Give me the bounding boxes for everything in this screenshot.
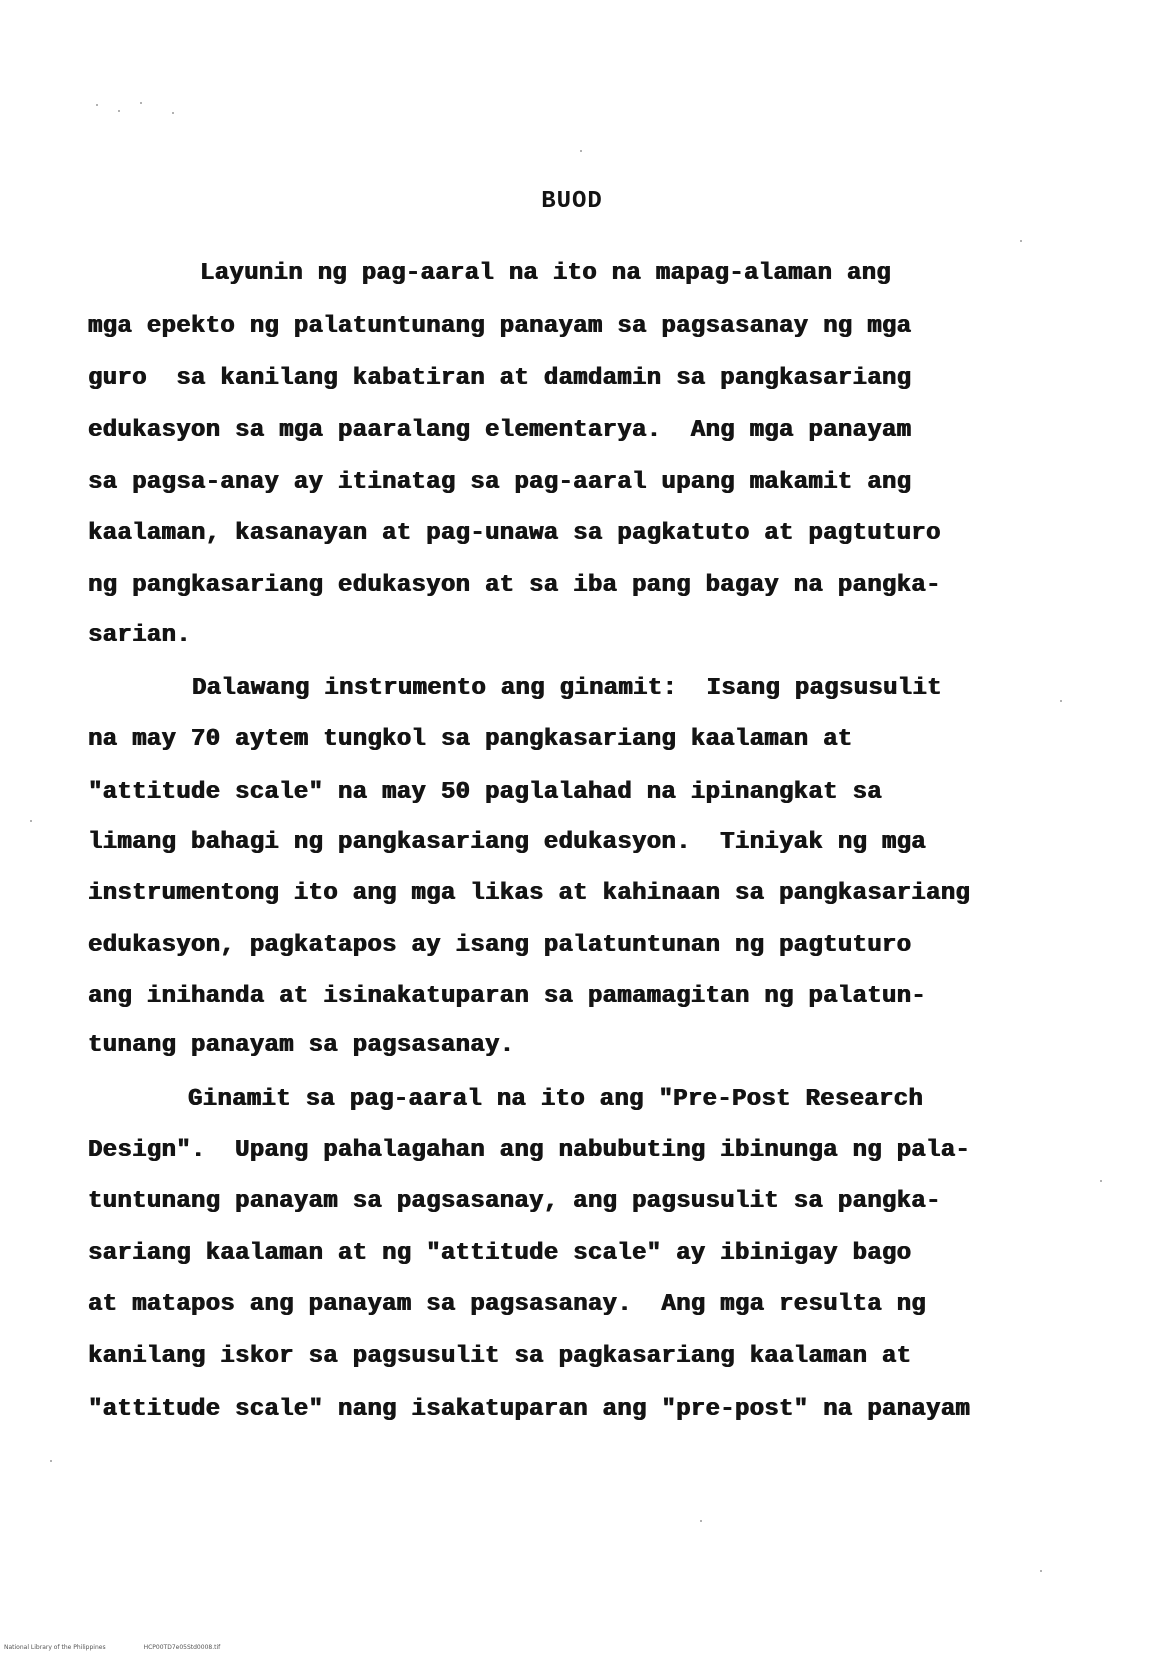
scan-speck — [30, 820, 32, 822]
scan-speck — [1040, 1570, 1042, 1572]
scan-speck — [140, 102, 142, 104]
text-line: Ginamit sa pag-aaral na ito ang "Pre-Post Research — [188, 1086, 924, 1113]
text-line: sarian. — [88, 622, 191, 649]
scan-footer — [4, 1644, 258, 1651]
text-line: sa pagsa-anay ay itinatag sa pag-aaral upang makamit ang — [88, 469, 912, 496]
text-line: Layunin ng pag-aaral na ito na mapag-alaman ang — [200, 260, 892, 287]
text-line: na may 70 aytem tungkol sa pangkasariang kaalaman at — [88, 726, 853, 753]
text-line: mga epekto ng palatuntunang panayam sa pagsasanay ng mga — [88, 313, 912, 340]
text-line: ng pangkasariang edukasyon at sa iba pang bagay na pangka- — [88, 572, 941, 599]
scan-speck — [580, 150, 582, 152]
text-line: Dalawang instrumento ang ginamit: Isang pagsusulit — [192, 675, 942, 702]
text-line: instrumentong ito ang mga likas at kahinaan sa pangkasariang — [88, 880, 971, 907]
text-line: tuntunang panayam sa pagsasanay, ang pagsusulit sa pangka- — [88, 1188, 941, 1215]
scan-speck — [96, 104, 98, 106]
text-line: edukasyon sa mga paaralang elementarya. Ang mga panayam — [88, 417, 912, 444]
page-title: BUOD — [541, 188, 603, 215]
text-line: "attitude scale" na may 50 paglalahad na ipinangkat sa — [88, 779, 882, 806]
text-line: kaalaman, kasanayan at pag-unawa sa pagkatuto at pagtuturo — [88, 520, 941, 547]
text-line: limang bahagi ng pangkasariang edukasyon. Tiniyak ng mga — [88, 829, 927, 856]
scan-speck — [172, 112, 174, 114]
text-line: guro sa kanilang kabatiran at damdamin sa pangkasariang — [88, 365, 912, 392]
file-id: HCP00TD7e05Std0008.tif — [143, 1644, 221, 1651]
text-line: ang inihanda at isinakatuparan sa pamamagitan ng palatun- — [88, 983, 927, 1010]
text-line: at matapos ang panayam sa pagsasanay. Ang mga resulta ng — [88, 1291, 927, 1318]
text-line: sariang kaalaman at ng "attitude scale" ay ibinigay bago — [88, 1240, 912, 1267]
scan-speck — [1020, 240, 1022, 242]
scan-speck — [1060, 700, 1062, 702]
text-line: Design". Upang pahalagahan ang nabubuting ibinunga ng pala- — [88, 1137, 971, 1164]
text-line: tunang panayam sa pagsasanay. — [88, 1032, 515, 1059]
library-credit: National Library of the Philippines — [4, 1644, 106, 1651]
text-line: kanilang iskor sa pagsusulit sa pagkasariang kaalaman at — [88, 1343, 912, 1370]
scan-speck — [50, 1460, 52, 1462]
text-line: edukasyon, pagkatapos ay isang palatuntunan ng pagtuturo — [88, 932, 912, 959]
scan-speck — [700, 1520, 702, 1522]
scan-speck — [1100, 1180, 1102, 1182]
scan-speck — [118, 110, 120, 112]
text-line: "attitude scale" nang isakatuparan ang "pre-post" na panayam — [88, 1396, 971, 1423]
